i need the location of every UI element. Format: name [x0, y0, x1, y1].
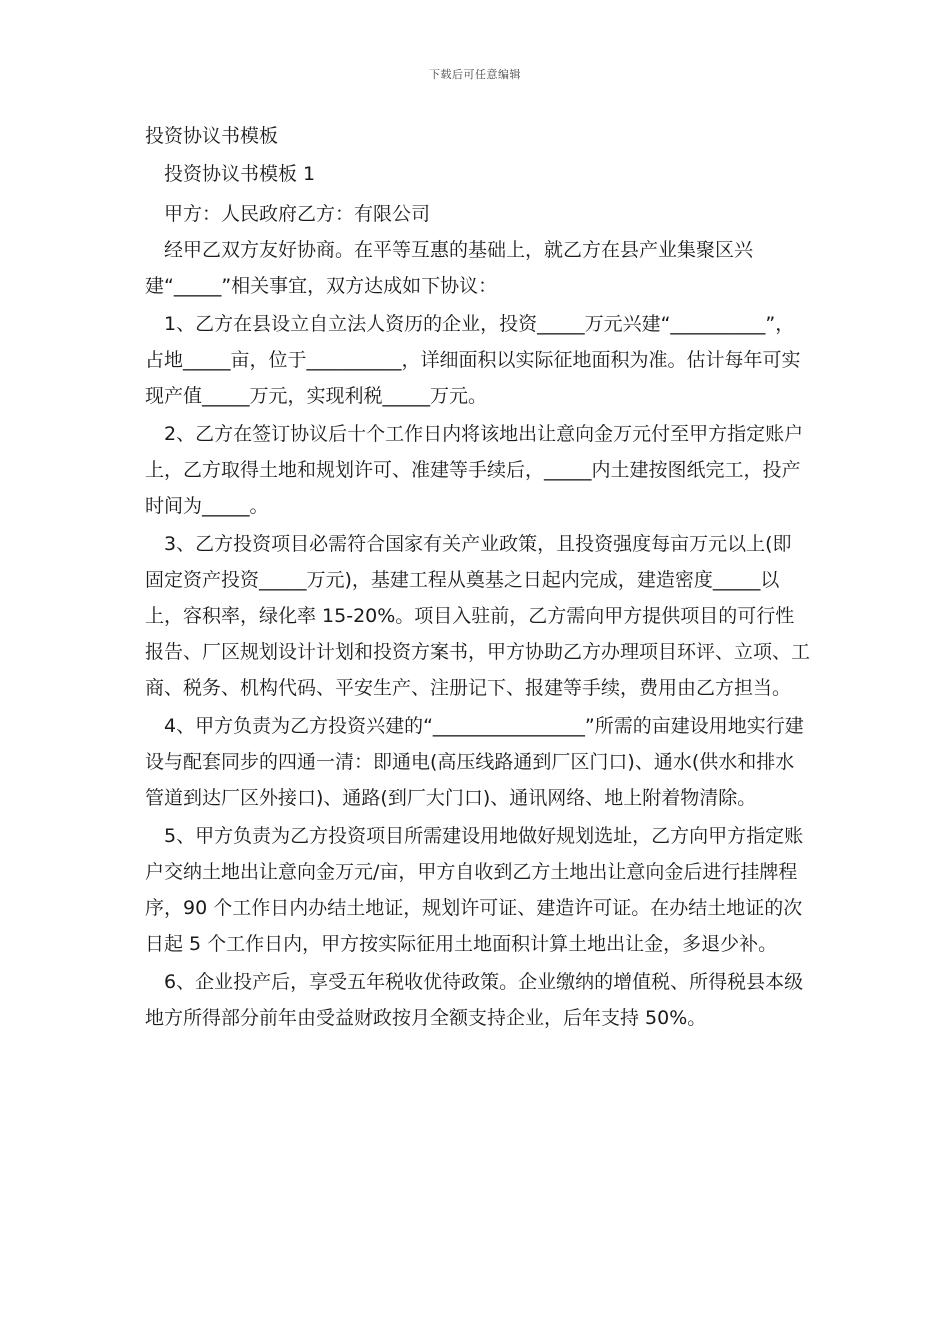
clause-paragraph: 5、甲方负责为乙方投资项目所需建设用地做好规划选址，乙方向甲方指定账户交纳土地出让意向金万元/亩，甲方自收到乙方土地出让意向金后进行挂牌程序，90 个工作日内办结土地证，规划许可证、建造许可证。在办结土地证的次日起 5 个工作日内，甲方按实际征用土地面积计算土地出让金，多退少补。 [145, 825, 804, 955]
clause-paragraph: 3、乙方投资项目必需符合国家有关产业政策，且投资强度每亩万元以上(即固定资产投资_____万元)，基建工程从奠基之日起内完成，建造密度_____以上，容积率，绿化率 15-20%。项目入驻前，乙方需向甲方提供项目的可行性报告、厂区规划设计计划和投资方案书，甲方协助乙方办理项目环评、立项、工商、税务、机构代码、平安生产、注册记下、报建等手续，费用由乙方担当。 [145, 533, 811, 699]
clause-paragraph: 2、乙方在签订协议后十个工作日内将该地出让意向金万元付至甲方指定账户上，乙方取得土地和规划许可、准建等手续后，_____内土建按图纸完工，投产时间为_____。 [145, 423, 804, 517]
page-header: 下载后可任意编辑 [429, 68, 521, 81]
clause-paragraph: 1、乙方在县设立自立法人资历的企业，投资_____万元兴建“__________”，占地_____亩，位于__________，详细面积以实际征地面积为准。估计每年可实现产值_____万元，实现利税_____万元。 [145, 313, 801, 407]
clause-paragraph: 6、企业投产后，享受五年税收优待政策。企业缴纳的增值税、所得税县本级地方所得部分前年由受益财政按月全额支持企业，后年支持 50%。 [145, 971, 804, 1029]
parties-line: 甲方：人民政府乙方：有限公司 [164, 203, 431, 225]
document-title: 投资协议书模板 [145, 125, 279, 147]
document-body [145, 118, 810, 1036]
clause-paragraph: 4、甲方负责为乙方投资兴建的“________________”所需的亩建设用地实行建设与配套同步的四通一清：即通电(高压线路通到厂区门口)、通水(供水和排水管道到达厂区外接口)、通路(到厂大门口)、通讯网络、地上附着物清除。 [145, 715, 804, 809]
intro-paragraph: 经甲乙双方友好协商。在平等互惠的基础上，就乙方在县产业集聚区兴建“_____”相关事宜，双方达成如下协议： [145, 239, 754, 297]
document-subtitle: 投资协议书模板 1 [164, 163, 316, 185]
